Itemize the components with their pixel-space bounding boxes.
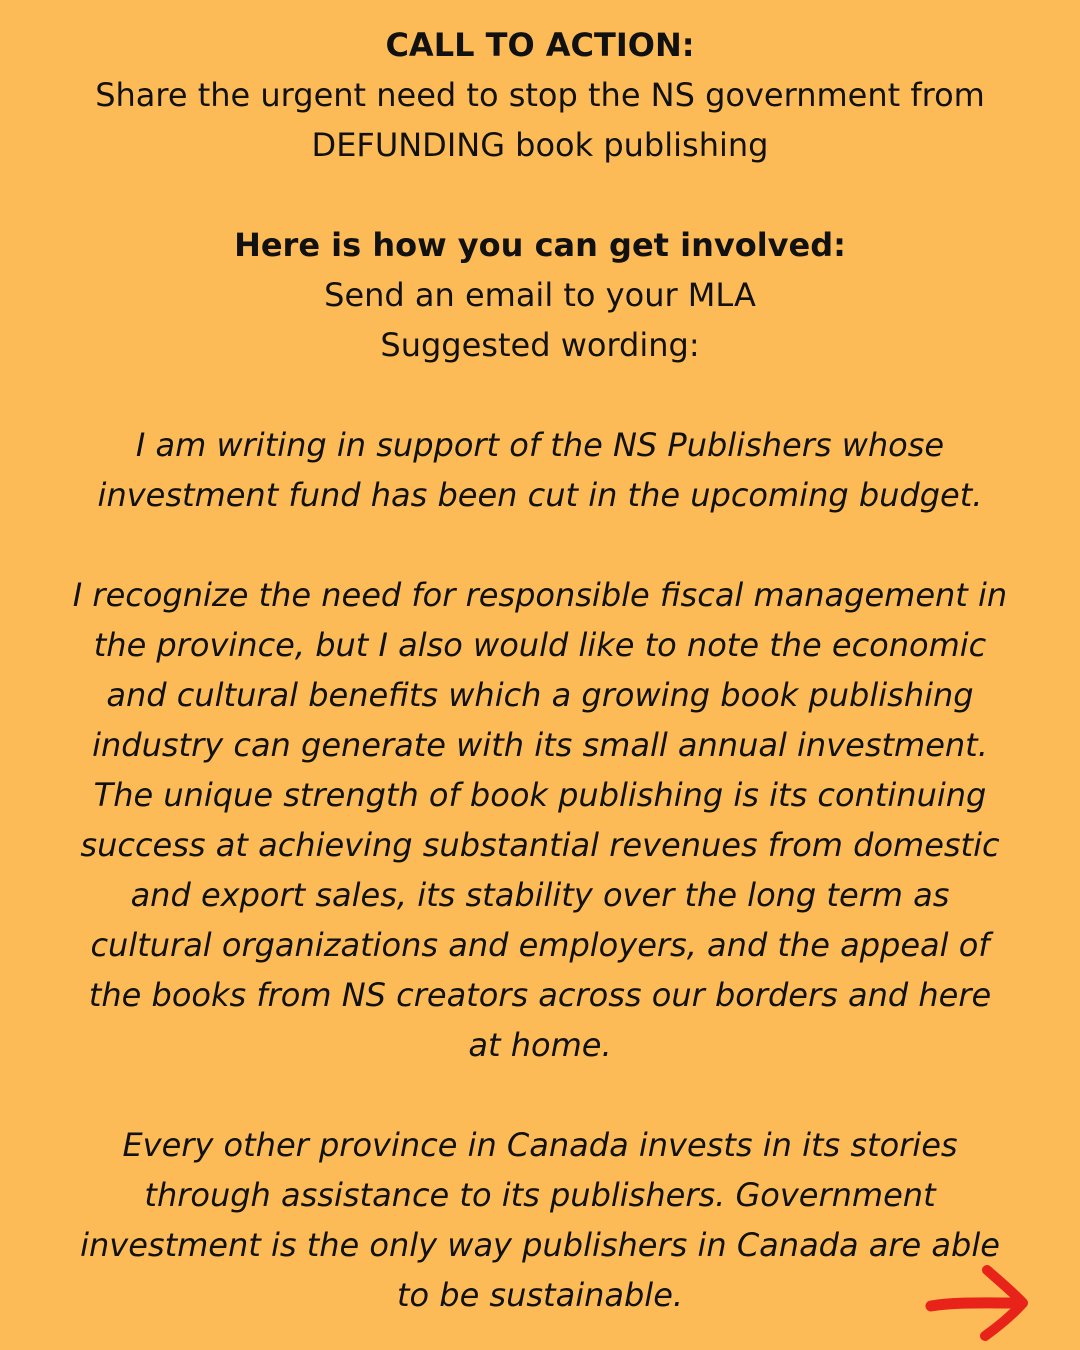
intro-line: Share the urgent need to stop the NS government from	[95, 76, 985, 114]
page-title: CALL TO ACTION:	[385, 26, 695, 64]
letter-line: at home.	[468, 1026, 612, 1064]
letter-line: the province, but I also would like to note the economic	[93, 626, 987, 664]
instruction-line: Send an email to your MLA	[324, 276, 756, 314]
letter-line: The unique strength of book publishing is its continuing	[93, 776, 987, 814]
letter-line: the books from NS creators across our borders and here	[88, 976, 992, 1014]
letter-line: success at achieving substantial revenues from domestic	[80, 826, 1000, 864]
instruction-line: Suggested wording:	[380, 326, 700, 364]
letter-line: I recognize the need for responsible fiscal management in	[72, 576, 1008, 614]
letter-line: through assistance to its publishers. Government	[144, 1176, 936, 1214]
letter-line: industry can generate with its small annual investment.	[92, 726, 988, 764]
letter-line: and export sales, its stability over the long term as	[130, 876, 950, 914]
subheading: Here is how you can get involved:	[234, 226, 846, 264]
letter-line: I am writing in support of the NS Publishers whose	[135, 426, 945, 464]
right-arrow-icon[interactable]	[925, 1262, 1035, 1342]
letter-line: investment is the only way publishers in Canada are able	[80, 1226, 1000, 1264]
letter-line: and cultural benefits which a growing book publishing	[106, 676, 974, 714]
letter-line: cultural organizations and employers, and the appeal of	[90, 926, 990, 964]
intro-line: DEFUNDING book publishing	[311, 126, 769, 164]
letter-line: to be sustainable.	[396, 1276, 684, 1314]
letter-line: investment fund has been cut in the upcoming budget.	[97, 476, 983, 514]
letter-line: Every other province in Canada invests in its stories	[122, 1126, 958, 1164]
